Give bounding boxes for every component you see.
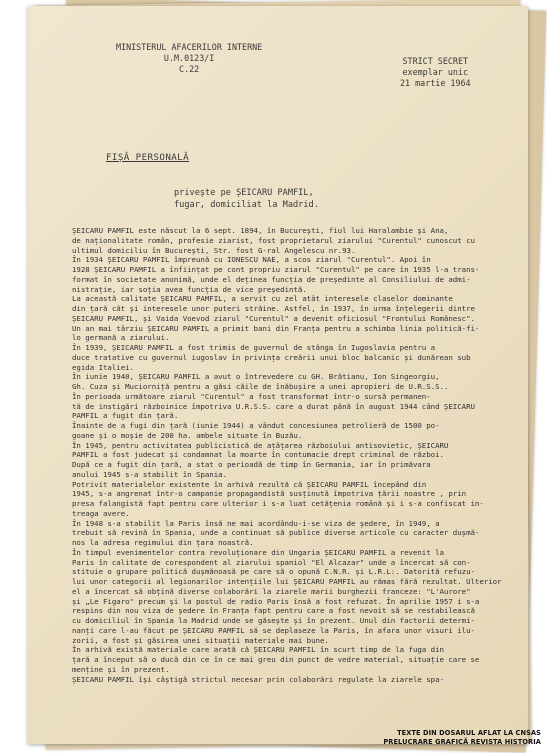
body-line: anului 1945 s-a stabilit în Spania. [72, 469, 227, 479]
document-date: 21 martie 1964 [400, 78, 471, 88]
body-line: cu domiciliul în Spania la Madrid unde se găsește și în prezent. Unul din factorii determi- [72, 616, 475, 625]
body-line: În 1945, pentru activitatea publicistică de ațâțarea războiului antisovietic, ȘEICARU [72, 440, 449, 450]
body-line: Înainte de a fugi din țară (iunie 1944) a vândut concesiunea petrolieră de 1500 po- [72, 421, 440, 430]
body-line: PAMFIL a fost judecat și condamnat la moarte în contumacie drept criminal de război. [72, 450, 444, 460]
document-page [28, 6, 528, 744]
body-line: treaga avere. [72, 508, 130, 518]
body-line: În 1934 ȘEICARU PAMFIL împreună cu IONESCU NAE, a scos ziarul "Curentul". Apoi în [72, 255, 431, 265]
body-line: respins din nou viza de ședere în Franța fapt pentru care a fost nevoit să se restabilească [72, 606, 475, 616]
document-title: FIȘĂ PERSONALĂ [106, 152, 190, 163]
body-line: În arhivă există materiale care arată că ȘEICARU PAMFIL în scurt timp de la fuga din [72, 645, 444, 655]
body-line: lo germană a ziarului. [72, 333, 170, 343]
body-line: goane și o moșie de 200 ha. ambele situate în Buzău. [72, 430, 303, 440]
body-line: lui unor categorii al legionarilor intențiile lui ȘEICARU PAMFIL au rămas fără rezultat. Ulterior [72, 577, 502, 586]
body-line: tă de instigări războinice împotriva U.R.S.S. care a durat până în august 1944 când ȘEICARU [72, 401, 475, 411]
body-line: țară a început să o ducă din ce în ce mai greu din punct de vedre material, situație care se [72, 655, 480, 664]
body-line: PAMFIL a fugit din țară. [72, 411, 179, 421]
body-line: Gh. Cuza și Muciorniță pentru a găsi căile de înăbușire a unei apropieri de U.R.S.S.. [72, 382, 449, 391]
caption-line-1: TEXTE DIN DOSARUL AFLAT LA CNSAS [397, 729, 541, 738]
body-line: din țară cât și interesele unor puteri străine. Astfel, în 1937, în urma înțelegerii dintre [72, 304, 475, 313]
document-body [72, 226, 520, 684]
file-code: C.22 [179, 64, 200, 74]
subject-line-1: privește pe ȘEICARU PAMFIL, [174, 188, 314, 198]
body-line: După ce a fugit din țară, a stat o perioadă de timp în Germania, iar în primăvara [72, 460, 431, 469]
body-line: ȘEICARU PAMFIL este născut la 6 sept. 1894, în București, fiul lui Haralambie și Ana, [72, 226, 449, 235]
body-line: duce tratative cu guvernul iugoslav în privința creării unui bloc balcanic și dunărean sub [72, 352, 471, 362]
body-line: 1945, s-a angrenat într-o campanie propagandistă susținută împotriva țării noastre , prin [72, 489, 467, 499]
body-line: presa falangistă fapt pentru care ulterior i s-a luat cetățenia română și i s-a confiscat in- [72, 499, 484, 508]
body-line: În 1948 s-a stabilit la Paris însă ne mai acordându-i-se viza de ședere, în 1949, a [72, 518, 440, 528]
body-line: menține și în prezent. [72, 664, 170, 674]
body-line: egida Italiei. [72, 362, 134, 372]
subject-line-2: fugar, domiciliat la Madrid. [174, 199, 319, 210]
ministry-name: MINISTERUL AFACERILOR INTERNE [116, 42, 263, 52]
body-line: el a încercat să obțină diverse colaborări la ziarele marii burghezii franceze: "L'Aurore" [72, 586, 471, 596]
body-line: 1928 ȘEICARU PAMFIL a înființat pe cont propriu ziarul "Curentul" pe care în 1935 l-a trans- [72, 265, 480, 274]
body-line: trebuit să revină în Spania, unde a continuat să publice diverse articole cu caracter dușmă- [72, 528, 480, 538]
body-line: ultimul domiciliu în București, Str. fost G-ral Angelescu nr.93. [72, 245, 356, 255]
body-line: nanți care l-au făcut pe ȘEICARU PAMFIL să se deplaseze la Paris, în afara unor visuri ilu- [72, 625, 475, 635]
classification-header [400, 56, 471, 89]
issuer-header [116, 42, 262, 75]
body-line: de naționalitate român, profesie ziarist, fost proprietarul ziarului "Curentul" cunoscut cu [72, 235, 475, 245]
body-line: Potrivit materialelor existente în arhivă rezultă că ȘEICARU PAMFIL începând din [72, 479, 427, 489]
body-line: stituie o grupare politică dușmănoasă pe care să o opună C.N.R. și L.R.L:. Datorită refuzu- [72, 567, 475, 577]
body-line: zorii, a fost și găsirea unei situații materiale mai bune. [72, 635, 329, 645]
body-line: și „Le Figaro" precum și la postul de radio Paris însă a fost refuzat. În aprilie 1957 i s-a [72, 596, 480, 606]
source-caption [383, 729, 541, 746]
body-line: format în societate anonimă, unde el deținea funcția de președinte al Consiliului de admi- [72, 274, 471, 284]
subject-block [174, 188, 319, 211]
body-line: nistrație, iar soția avea funcția de vice președintă. [72, 284, 307, 294]
body-line: ȘEICARU PAMFIL, și Vaida Voevod ziarul "Curentul" a devenit oficiosul "Frontului Românesc". [72, 313, 475, 323]
body-line: Paris în calitate de corespondent al ziarului spaniol "El Alcazar" unde a încercat să con- [72, 557, 471, 567]
body-line: În perioada următoare ziarul "Curentul" a fost transformat într-o sursă permanen- [72, 391, 431, 401]
body-line: În 1939, ȘEICARU PAMFIL a fost trimis de guvernul de stânga în Iugoslavia pentru a [72, 343, 436, 352]
copies-label: exemplar unic [402, 67, 469, 77]
unit-code: U.M.0123/I [163, 53, 215, 63]
body-line: nos la adresa regimului din țara noastră. [72, 538, 254, 547]
body-line: În timpul evenimentelor contra revoluționare din Ungaria ȘEICARU PAMFIL a revenit la [72, 547, 444, 557]
body-line: La această calitate ȘEICARU PAMFIL, a servit cu zel atât interesele claselor dominante [72, 294, 453, 304]
body-line: Un an mai târziu ȘEICARU PAMFIL a primit bani din Franța pentru a schimba linia politică-fi- [72, 323, 480, 333]
classification-label: STRICT SECRET [402, 56, 469, 66]
body-line: În iunie 1940, ȘEICARU PAMFIL a avut o întrevedere cu GH. Brătianu, Ion Singeorgiu, [72, 372, 440, 382]
caption-line-2: PRELUCRARE GRAFICĂ REVISTA HISTORIA [383, 737, 541, 746]
body-line: ȘEICARU PAMFIL își câștigă strictul necesar prin colaborări regulate la ziarele spa- [72, 674, 444, 684]
